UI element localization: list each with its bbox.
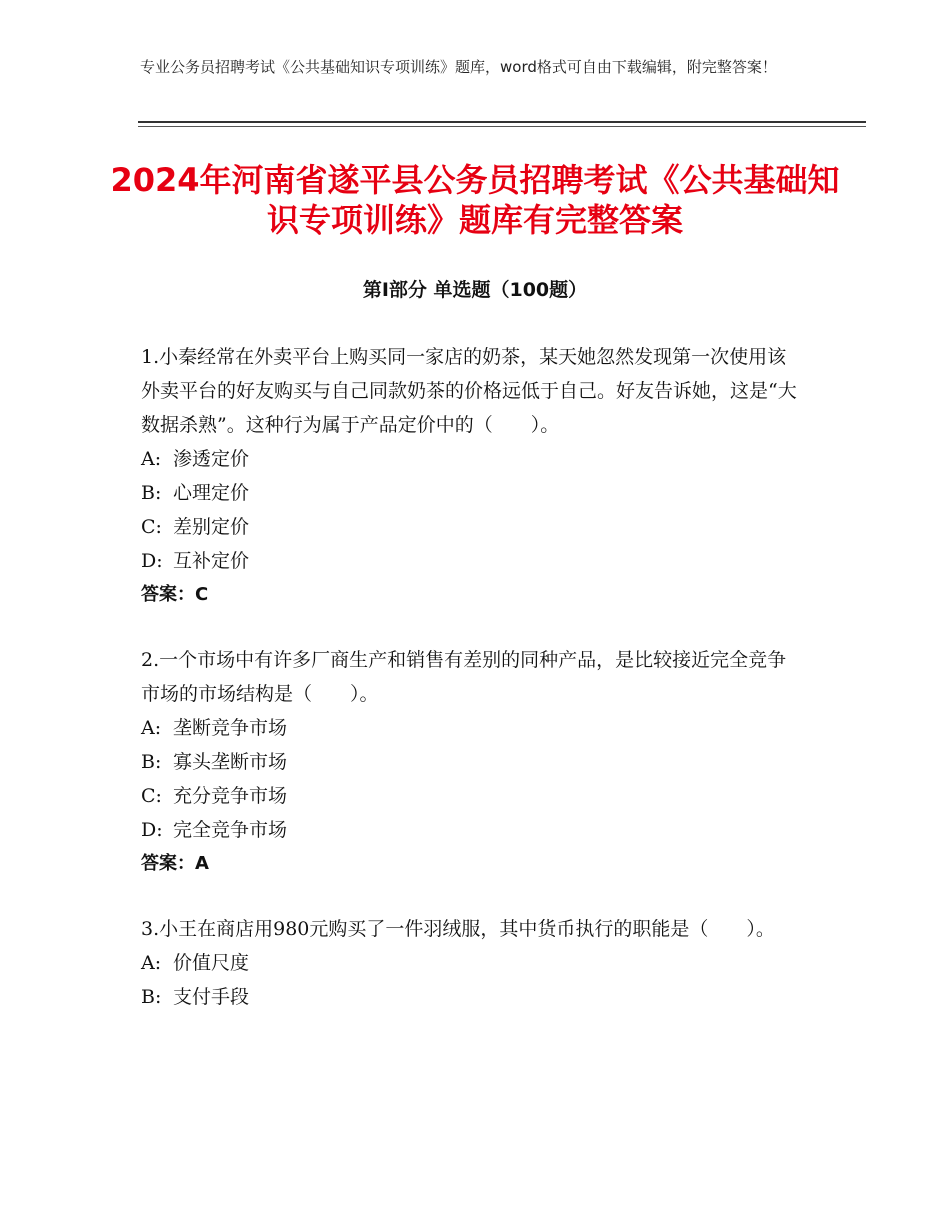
option-a <box>141 946 801 980</box>
answer-line: 答案：A <box>141 853 209 874</box>
option-c <box>141 779 801 813</box>
option-c <box>141 510 801 544</box>
option-text: 充分竞争市场 <box>173 785 288 807</box>
option-b <box>141 980 801 1014</box>
question-stem: 3.小王在商店用980元购买了一件羽绒服，其中货币执行的职能是（ ）。 <box>141 918 775 940</box>
question-1 <box>141 340 801 612</box>
option-text: 互补定价 <box>173 550 250 572</box>
header-note: 专业公务员招聘考试《公共基础知识专项训练》题库，word格式可自由下载编辑，附完整答案！ <box>140 58 777 76</box>
option-letter: D: <box>141 550 163 572</box>
option-letter: A: <box>141 448 162 470</box>
option-text: 寡头垄断市场 <box>173 751 288 773</box>
answer-line: 答案：C <box>141 584 209 605</box>
option-letter: D: <box>141 819 163 841</box>
question-list <box>141 340 801 1045</box>
question-3 <box>141 912 801 1014</box>
option-letter: A: <box>141 952 162 974</box>
option-b <box>141 745 801 779</box>
option-a <box>141 711 801 745</box>
option-letter: B: <box>141 751 162 773</box>
option-text: 心理定价 <box>173 482 250 504</box>
option-text: 支付手段 <box>173 986 250 1008</box>
option-text: 差别定价 <box>173 516 250 538</box>
option-letter: C: <box>141 785 162 807</box>
option-a <box>141 442 801 476</box>
option-letter: B: <box>141 482 162 504</box>
section-heading: 第Ⅰ部分 单选题（100题） <box>362 279 588 301</box>
option-d <box>141 544 801 578</box>
option-letter: B: <box>141 986 162 1008</box>
option-text: 垄断竞争市场 <box>173 717 288 739</box>
question-2 <box>141 643 801 881</box>
option-text: 渗透定价 <box>173 448 250 470</box>
option-text: 完全竞争市场 <box>173 819 288 841</box>
header-divider <box>138 121 866 123</box>
option-text: 价值尺度 <box>173 952 250 974</box>
option-b <box>141 476 801 510</box>
document-title: 2024年河南省遂平县公务员招聘考试《公共基础知识专项训练》题库有完整答案 <box>110 161 840 239</box>
option-letter: A: <box>141 717 162 739</box>
question-stem: 2.一个市场中有许多厂商生产和销售有差别的同种产品，是比较接近完全竞争市场的市场结构是（ ）。 <box>141 649 787 705</box>
header-divider-thin <box>138 126 866 127</box>
option-d <box>141 813 801 847</box>
question-stem: 1.小秦经常在外卖平台上购买同一家店的奶茶，某天她忽然发现第一次使用该外卖平台的好友购买与自己同款奶茶的价格远低于自己。好友告诉她，这是“大数据杀熟”。这种行为属于产品定价中的（ ）。 <box>141 346 797 436</box>
option-letter: C: <box>141 516 162 538</box>
